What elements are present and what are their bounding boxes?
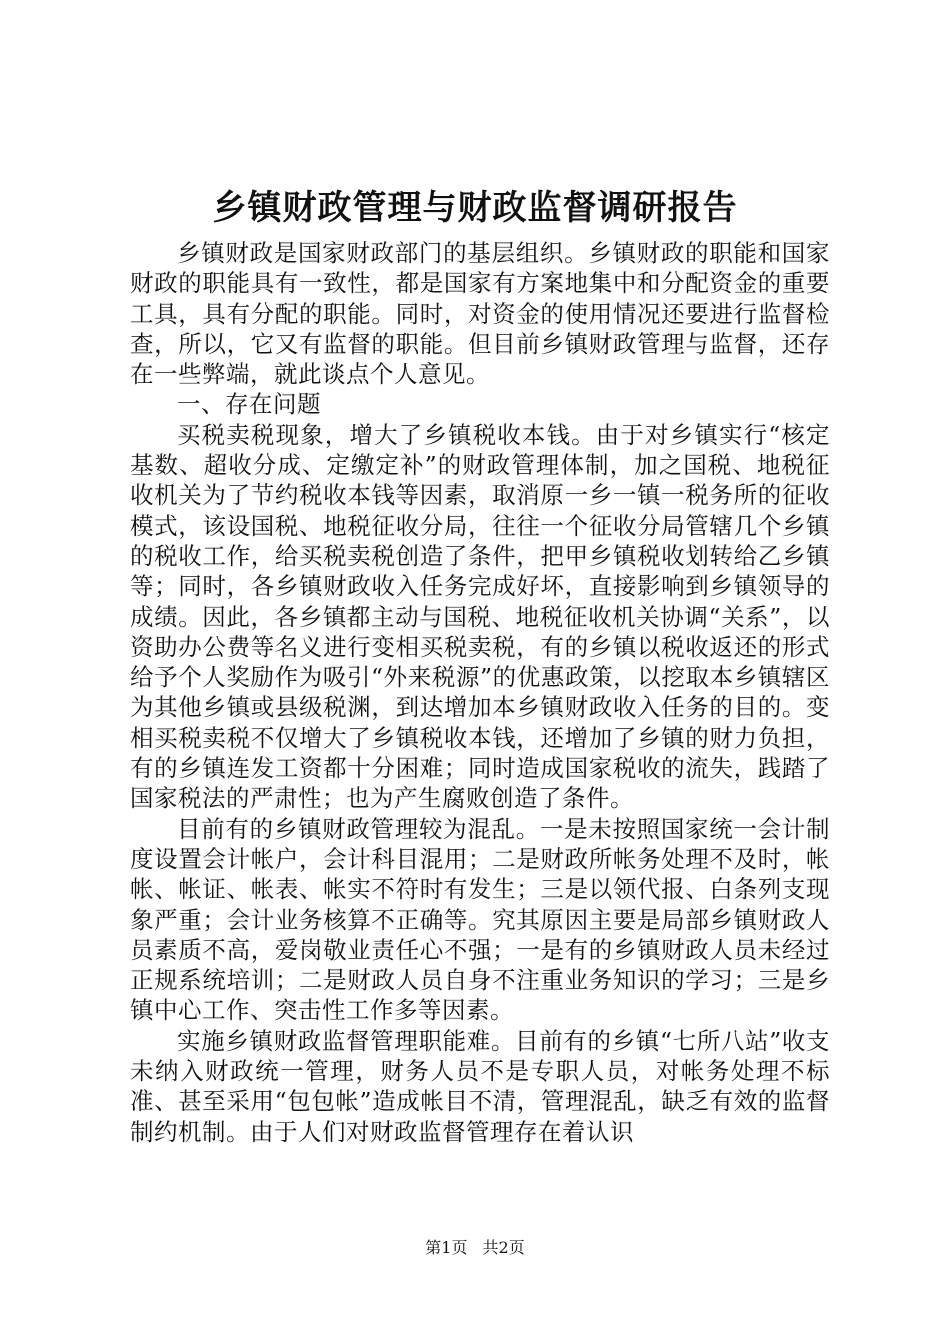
document-title: 乡镇财政管理与财政监督调研报告 — [212, 188, 738, 228]
paragraph-tax-trading: 买税卖税现象，增大了乡镇税收本钱。由于对乡镇实行“核定基数、超收分成、定缴定补”的财政管理体制，加之国税、地税征收机关为了节约税收本钱等因素，取消原一乡一镇一税务所的征收模式，该设国税、地税征收分局，往往一个征收分局管辖几个乡镇的税收工作，给买税卖税创造了条件，把甲乡镇税收划转给乙乡镇等；同时，各乡镇财政收入任务完成好坏，直接影响到乡镇领导的成绩。因此，各乡镇都主动与国税、地税征收机关协调“关系”，以资助办公费等名义进行变相买税卖税，有的乡镇以税收返还的形式给予个人奖励作为吸引“外来税源”的优惠政策，以挖取本乡镇辖区为其他乡镇或县级税渊，到达增加本乡镇财政收入任务的目的。变相买税卖税不仅增大了乡镇税收本钱，还增加了乡镇的财力负担，有的乡镇连发工资都十分困难；同时造成国家税收的流失，践踏了国家税法的严肃性；也为产生腐败创造了条件。 — [130, 420, 830, 813]
section-heading-problems: 一、存在问题 — [177, 390, 321, 419]
page-number: 第1页 — [425, 1238, 468, 1257]
document-body — [130, 238, 830, 1147]
paragraph-supervision-difficulty: 实施乡镇财政监督管理职能难。目前有的乡镇“七所八站”收支未纳入财政统一管理，财务人员不是专职人员，对帐务处理不标准、甚至采用“包包帐”造成帐目不清，管理混乱，缺乏有效的监督制约机制。由于人们对财政监督管理存在着认识 — [130, 1026, 830, 1146]
paragraph-intro: 乡镇财政是国家财政部门的基层组织。乡镇财政的职能和国家财政的职能具有一致性，都是国家有方案地集中和分配资金的重要工具，具有分配的职能。同时，对资金的使用情况还要进行监督检查，所以，它又有监督的职能。但目前乡镇财政管理与监督，还存在一些弊端，就此谈点个人意见。 — [130, 239, 830, 389]
total-pages: 共2页 — [482, 1238, 525, 1257]
page-footer — [0, 1236, 950, 1260]
paragraph-management-chaos: 目前有的乡镇财政管理较为混乱。一是未按照国家统一会计制度设置会计帐户，会计科目混用；二是财政所帐务处理不及时，帐帐、帐证、帐表、帐实不符时有发生；三是以领代报、白条列支现象严重；会计业务核算不正确等。究其原因主要是局部乡镇财政人员素质不高，爱岗敬业责任心不强；一是有的乡镇财政人员未经过正规系统培训；二是财政人员自身不注重业务知识的学习；三是乡镇中心工作、突击性工作多等因素。 — [130, 814, 830, 1025]
